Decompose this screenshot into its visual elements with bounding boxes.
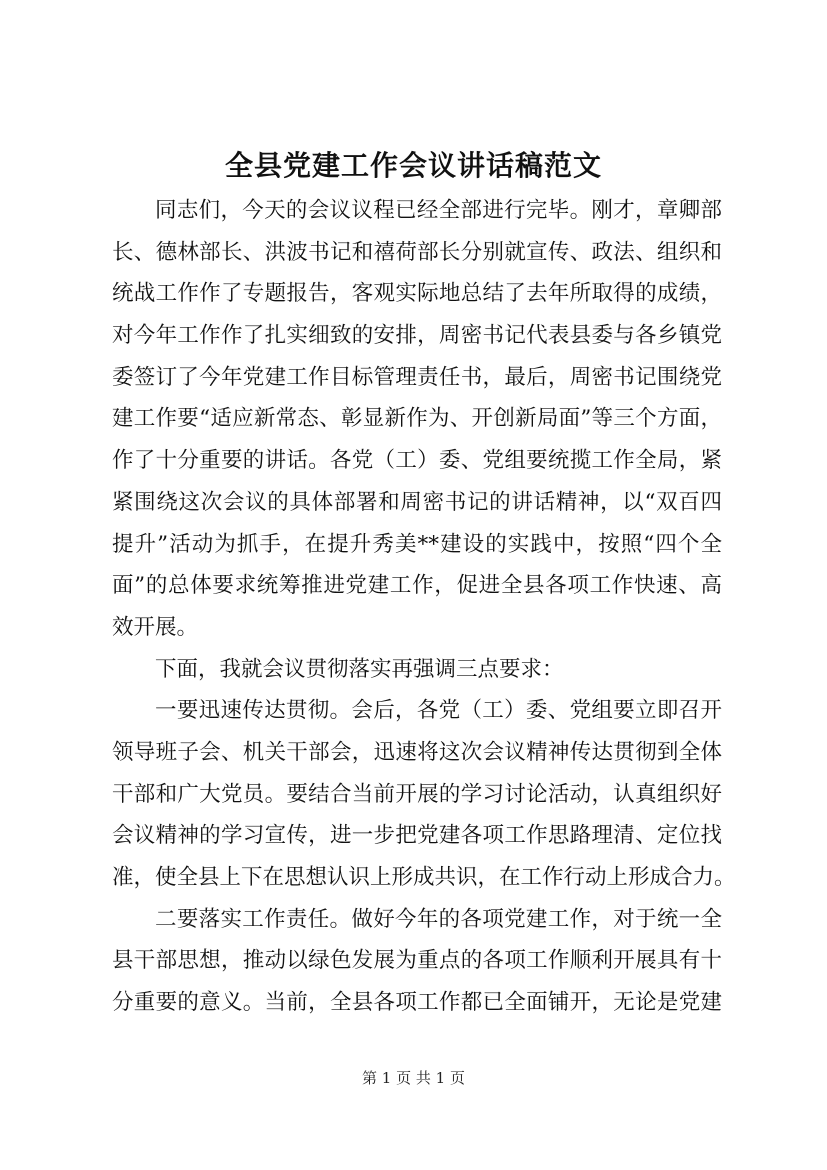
text-line: 县干部思想，推动以绿色发展为重点的各项工作顺利开展具有十 bbox=[112, 948, 722, 974]
text-line: 统战工作作了专题报告，客观实际地总结了去年所取得的成绩， bbox=[112, 281, 722, 307]
text-line: 长、德林部长、洪波书记和禧荷部长分别就宣传、政法、组织和 bbox=[112, 239, 722, 265]
text-line: 对今年工作作了扎实细致的安排，周密书记代表县委与各乡镇党 bbox=[112, 323, 722, 349]
text-line: 准，使全县上下在思想认识上形成共识，在工作行动上形成合力。 bbox=[112, 865, 736, 890]
text-line: 效开展。 bbox=[112, 614, 199, 640]
text-line: 作了十分重要的讲话。各党（工）委、党组要统揽工作全局，紧 bbox=[112, 448, 722, 474]
text-line: 一要迅速传达贯彻。会后，各党（工）委、党组要立即召开 bbox=[155, 698, 722, 724]
text-line: 建工作要“适应新常态、彰显新作为、开创新局面”等三个方面， bbox=[112, 406, 722, 432]
document-body bbox=[112, 190, 736, 1024]
text-line: 干部和广大党员。要结合当前开展的学习讨论活动，认真组织好 bbox=[112, 781, 722, 807]
text-line: 提升”活动为抓手，在提升秀美**建设的实践中，按照“四个全 bbox=[112, 531, 722, 557]
text-line: 分重要的意义。当前，全县各项工作都已全面铺开，无论是党建 bbox=[112, 990, 722, 1016]
text-line: 委签订了今年党建工作目标管理责任书，最后，周密书记围绕党 bbox=[112, 364, 722, 390]
text-line: 紧围绕这次会议的具体部署和周密书记的讲话精神，以“双百四 bbox=[112, 489, 722, 515]
text-line: 下面，我就会议贯彻落实再强调三点要求： bbox=[155, 656, 564, 682]
text-line: 会议精神的学习宣传，进一步把党建各项工作思路理清、定位找 bbox=[112, 823, 722, 849]
text-line: 同志们，今天的会议议程已经全部进行完毕。刚才，章卿部 bbox=[155, 198, 722, 223]
text-line: 领导班子会、机关干部会，迅速将这次会议精神传达贯彻到全体 bbox=[112, 739, 722, 765]
text-line: 面”的总体要求统筹推进党建工作，促进全县各项工作快速、高 bbox=[112, 573, 722, 599]
document-title: 全县党建工作会议讲话稿范文 bbox=[224, 149, 602, 182]
text-line: 二要落实工作责任。做好今年的各项党建工作，对于统一全 bbox=[155, 906, 722, 932]
page-number: 第 1 页 共 1 页 bbox=[362, 1069, 465, 1087]
